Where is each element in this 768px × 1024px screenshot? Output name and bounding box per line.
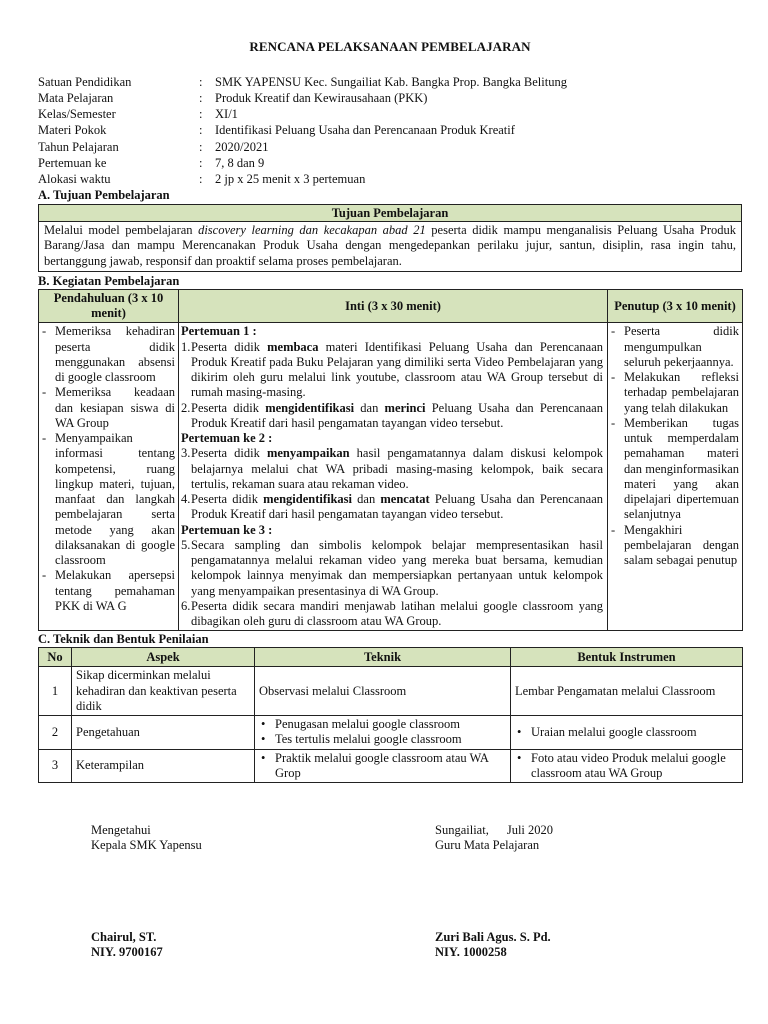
list-item: • Praktik melalui google classroom atau WA Grop: [259, 751, 506, 782]
identity-row: [38, 156, 742, 172]
identity-block: [38, 75, 742, 188]
item-keyword: merinci: [384, 400, 426, 415]
identity-value: 7, 8 dan 9: [215, 155, 265, 170]
identity-label: Satuan Pendidikan: [38, 74, 132, 89]
identity-value: XI/1: [215, 107, 238, 122]
identity-label: Tahun Pelajaran: [38, 139, 119, 154]
item-text: Peluang Usaha dan Perencanaan Produk Kreatif dari hasil pengamatan tayangan video tersebut.: [191, 492, 603, 522]
list-item: [181, 340, 603, 401]
table-row: [39, 716, 743, 750]
item-text: Peserta didik: [191, 492, 264, 507]
identity-label: Mata Pelajaran: [38, 91, 114, 106]
cell-no: 3: [39, 749, 72, 783]
list-item: • Uraian melalui google classroom: [515, 725, 738, 740]
list-item: [181, 492, 603, 523]
signature-left-name: Chairul, ST.: [91, 929, 157, 944]
signature-right-id: NIY. 1000258: [435, 944, 507, 959]
meeting-2-title: Pertemuan ke 2 :: [181, 431, 273, 446]
meeting-3-list: [181, 538, 603, 630]
pendahuluan-list: [42, 324, 175, 614]
identity-row: [38, 107, 742, 123]
assessment-header-no: No: [39, 648, 72, 667]
signature-right-name: Zuri Bali Agus. S. Pd.: [435, 929, 551, 944]
penutup-list: [611, 324, 739, 568]
list-item: - Memberikan tugas untuk memperdalam pemahaman materi dan menginformasikan materi yang akan dipelajari dipertemuan selanjutnya: [611, 416, 739, 523]
item-number: 2.: [181, 400, 191, 415]
signature-left-id: NIY. 9700167: [91, 944, 163, 959]
item-number: 6.: [181, 598, 191, 613]
list-item: - Melakukan apersepsi tentang pemahaman PKK di WA G: [42, 568, 175, 614]
identity-row: [38, 75, 742, 91]
item-keyword: mengidentifikasi: [265, 400, 355, 415]
list-item: - Memeriksa keadaan dan kesiapan siswa di WA Group: [42, 385, 175, 431]
teknik-list: [259, 717, 506, 748]
item-text: Peserta didik: [191, 446, 267, 461]
objective-model-italic: discovery learning dan kecakapan abad 21: [198, 223, 426, 238]
signature-right: [435, 823, 553, 960]
table-row: [39, 749, 743, 783]
identity-row: [38, 140, 742, 156]
signature-place: Sungailiat,: [435, 823, 489, 837]
list-item: • Penugasan melalui google classroom: [259, 717, 506, 732]
identity-colon: :: [199, 74, 203, 89]
identity-colon: :: [199, 123, 203, 138]
inti-cell: [179, 323, 608, 631]
item-text: dan: [352, 492, 381, 507]
meeting-1-list: [181, 340, 603, 432]
cell-no: 1: [39, 667, 72, 716]
cell-teknik: [255, 716, 511, 750]
item-text: Peserta didik secara mandiri menjawab latihan melalui google classroom yang dibagikan oleh guru di classroom atau WA Group.: [191, 598, 603, 629]
identity-row: [38, 172, 742, 188]
signature-right-line1: [435, 823, 553, 838]
identity-colon: :: [199, 155, 203, 170]
identity-label: Materi Pokok: [38, 123, 107, 138]
identity-label: Alokasi waktu: [38, 171, 111, 186]
signature-right-line2: Guru Mata Pelajaran: [435, 838, 540, 853]
identity-label: Pertemuan ke: [38, 155, 107, 170]
cell-aspek: Keterampilan: [72, 749, 255, 783]
item-number: 3.: [181, 446, 191, 461]
col-inti-header: Inti (3 x 30 menit): [179, 289, 608, 323]
item-text: dan: [354, 400, 385, 415]
identity-colon: :: [199, 107, 203, 122]
activity-table: [38, 289, 743, 632]
list-item: [181, 401, 603, 432]
meeting-1-title: Pertemuan 1 :: [181, 324, 257, 339]
item-text: hasil pengamatannya dalam diskusi kelompok belajarnya melalui chat WA pribadi masing-masing kelompok, baik secara tertulis, rekaman suara atau rekaman video.: [191, 446, 603, 491]
identity-colon: :: [199, 91, 203, 106]
cell-instrumen: [511, 749, 743, 783]
cell-no: 2: [39, 716, 72, 750]
item-keyword: membaca: [267, 339, 319, 354]
section-c-heading: C. Teknik dan Bentuk Penilaian: [38, 632, 209, 647]
assessment-header-aspek: Aspek: [72, 648, 255, 667]
assessment-header-instrumen: Bentuk Instrumen: [511, 648, 743, 667]
list-item: [181, 599, 603, 630]
col-pendahuluan-header: Pendahuluan (3 x 10 menit): [39, 289, 179, 323]
cell-aspek: Pengetahuan: [72, 716, 255, 750]
col-penutup-header: Penutup (3 x 10 menit): [608, 289, 743, 323]
section-b-heading: B. Kegiatan Pembelajaran: [38, 273, 180, 288]
assessment-header-teknik: Teknik: [255, 648, 511, 667]
identity-value: Produk Kreatif dan Kewirausahaan (PKK): [215, 91, 428, 106]
instrumen-list: [515, 725, 738, 740]
meeting-2-list: [181, 446, 603, 522]
list-item: • Tes tertulis melalui google classroom: [259, 732, 506, 747]
cell-teknik: [255, 749, 511, 783]
document-page: [38, 0, 742, 959]
identity-colon: :: [199, 171, 203, 186]
list-item: - Menyampaikan informasi tentang kompetensi, ruang lingkup materi, tujuan, manfaat dan langkah pembelajaran serta metode yang akan dilaksanakan di google classroom: [42, 431, 175, 568]
objective-table-header: Tujuan Pembelajaran: [39, 205, 742, 222]
list-item: - Mengakhiri pembelajaran dengan salam sebagai penutup: [611, 523, 739, 569]
list-item: [181, 446, 603, 492]
signature-left-line1: Mengetahui: [91, 823, 151, 837]
signature-left-line2: Kepala SMK Yapensu: [91, 838, 202, 853]
list-item: - Melakukan refleksi terhadap pembelajaran yang telah dilakukan: [611, 370, 739, 416]
list-item: [181, 538, 603, 599]
item-keyword: mencatat: [380, 492, 430, 507]
item-number: 4.: [181, 492, 191, 507]
cell-instrumen: Lembar Pengamatan melalui Classroom: [511, 667, 743, 716]
item-text: materi Identifikasi Peluang Usaha dan Perencanaan Produk Kreatif pada Buku Pelajaran yang dimiliki serta Video Pembelajaran yang dikirim oleh guru melalui link youtube, classroom atau WA Group tersebut di rumah masing-masing.: [191, 339, 603, 400]
identity-value: Identifikasi Peluang Usaha dan Perencanaan Produk Kreatif: [215, 123, 515, 138]
item-number: 5.: [181, 537, 191, 552]
table-row: [39, 667, 743, 716]
item-number: 1.: [181, 339, 191, 354]
meeting-3-title: Pertemuan ke 3 :: [181, 522, 273, 537]
objective-text-start: Melalui model pembelajaran: [44, 223, 199, 238]
item-keyword: mengidentifikasi: [263, 492, 353, 507]
identity-value: 2020/2021: [215, 139, 269, 154]
objective-text-end: peserta didik mampu menganalisis Peluang Usaha Produk Barang/Jasa dan mampu Merencanakan Produk Usaha dengan mengedepankan perilaku jujur, santun, disiplin, rasa ingin tahu, bertanggung jawab, responsif dan proaktif selama proses pembelajaran.: [44, 223, 736, 268]
penutup-cell: [608, 323, 743, 631]
identity-value: 2 jp x 25 menit x 3 pertemuan: [215, 171, 366, 186]
signature-left: [91, 823, 202, 960]
identity-row: [38, 123, 742, 139]
item-text: Peserta didik: [191, 400, 266, 415]
identity-value: SMK YAPENSU Kec. Sungailiat Kab. Bangka Prop. Bangka Belitung: [215, 74, 567, 89]
list-item: • Foto atau video Produk melalui google classroom atau WA Group: [515, 751, 738, 782]
cell-teknik: Observasi melalui Classroom: [255, 667, 511, 716]
document-title: RENCANA PELAKSANAAN PEMBELAJARAN: [249, 39, 531, 54]
signature-date: Juli 2020: [506, 823, 554, 837]
item-text: Peserta didik: [191, 339, 268, 354]
item-text: Peluang Usaha dan Perencanaan Produk Kreatif dari hasil pengamatan tayangan video tersebut.: [191, 400, 603, 430]
instrumen-list: [515, 751, 738, 782]
assessment-table: [38, 647, 743, 783]
objective-table: [38, 204, 742, 272]
item-text: Secara sampling dan simbolis kelompok belajar mempresentasikan hasil pengamatannya melalui rekaman video yang mereka buat bersama, kemudian kelompok lainnya menyimak dan mempersiapkan pertanyaan untuk kelompok yang menyampaikan presentasinya di WA Group.: [191, 537, 603, 598]
identity-label: Kelas/Semester: [38, 107, 116, 122]
objective-text: [39, 222, 742, 272]
teknik-list: [259, 751, 506, 782]
pendahuluan-cell: [39, 323, 179, 631]
cell-aspek: Sikap dicerminkan melalui kehadiran dan keaktivan peserta didik: [72, 667, 255, 716]
section-a-heading: A. Tujuan Pembelajaran: [38, 188, 170, 203]
list-item: - Memeriksa kehadiran peserta didik menggunakan absensi di google classroom: [42, 324, 175, 385]
item-keyword: menyampaikan: [266, 446, 350, 461]
identity-colon: :: [199, 139, 203, 154]
list-item: - Peserta didik mengumpulkan seluruh pekerjaannya.: [611, 324, 739, 370]
cell-instrumen: [511, 716, 743, 750]
identity-row: [38, 91, 742, 107]
